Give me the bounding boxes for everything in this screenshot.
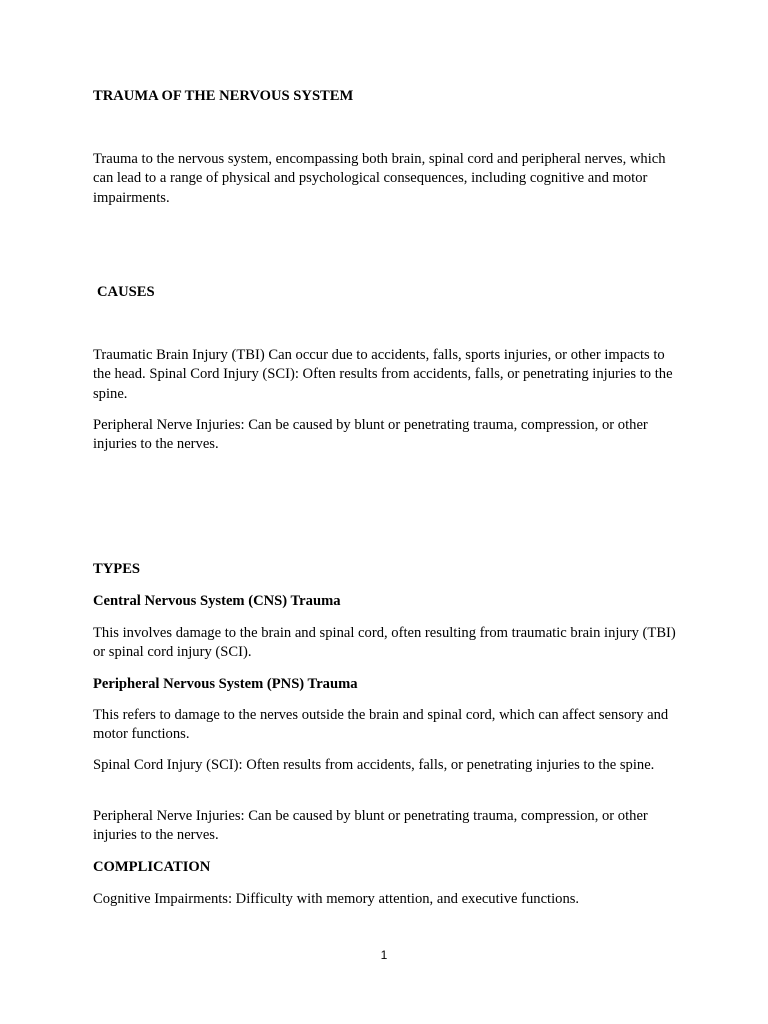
cns-heading: Central Nervous System (CNS) Trauma xyxy=(93,593,341,609)
causes-paragraph-tbi-sci: Traumatic Brain Injury (TBI) Can occur due to accidents, falls, sports injuries, or other impacts to the head. Spinal Cord Injury (SCI): Often results from accidents, falls, or penetrating injuries to the spine. xyxy=(93,347,673,402)
page-title: TRAUMA OF THE NERVOUS SYSTEM xyxy=(93,88,354,104)
sci-paragraph: Spinal Cord Injury (SCI): Often results from accidents, falls, or penetrating injuries to the spine. xyxy=(93,757,655,773)
intro-paragraph: Trauma to the nervous system, encompassing both brain, spinal cord and peripheral nerves, which can lead to a range of physical and psychological consequences, including cognitive and motor impairments. xyxy=(93,151,666,206)
causes-paragraph-peripheral: Peripheral Nerve Injuries: Can be caused by blunt or penetrating trauma, compression, or other injuries to the nerves. xyxy=(93,417,648,453)
causes-heading: CAUSES xyxy=(97,284,155,300)
pns-paragraph: This refers to damage to the nerves outside the brain and spinal cord, which can affect sensory and motor functions. xyxy=(93,707,669,743)
pns-heading: Peripheral Nervous System (PNS) Trauma xyxy=(93,676,358,692)
page-number: 1 xyxy=(380,948,388,962)
pni-paragraph: Peripheral Nerve Injuries: Can be caused by blunt or penetrating trauma, compression, or other injuries to the nerves. xyxy=(93,808,648,844)
complication-paragraph: Cognitive Impairments: Difficulty with memory attention, and executive functions. xyxy=(93,891,580,907)
complication-heading: COMPLICATION xyxy=(93,859,211,875)
cns-paragraph: This involves damage to the brain and spinal cord, often resulting from traumatic brain injury (TBI) or spinal cord injury (SCI). xyxy=(93,625,676,661)
types-heading: TYPES xyxy=(93,561,141,577)
